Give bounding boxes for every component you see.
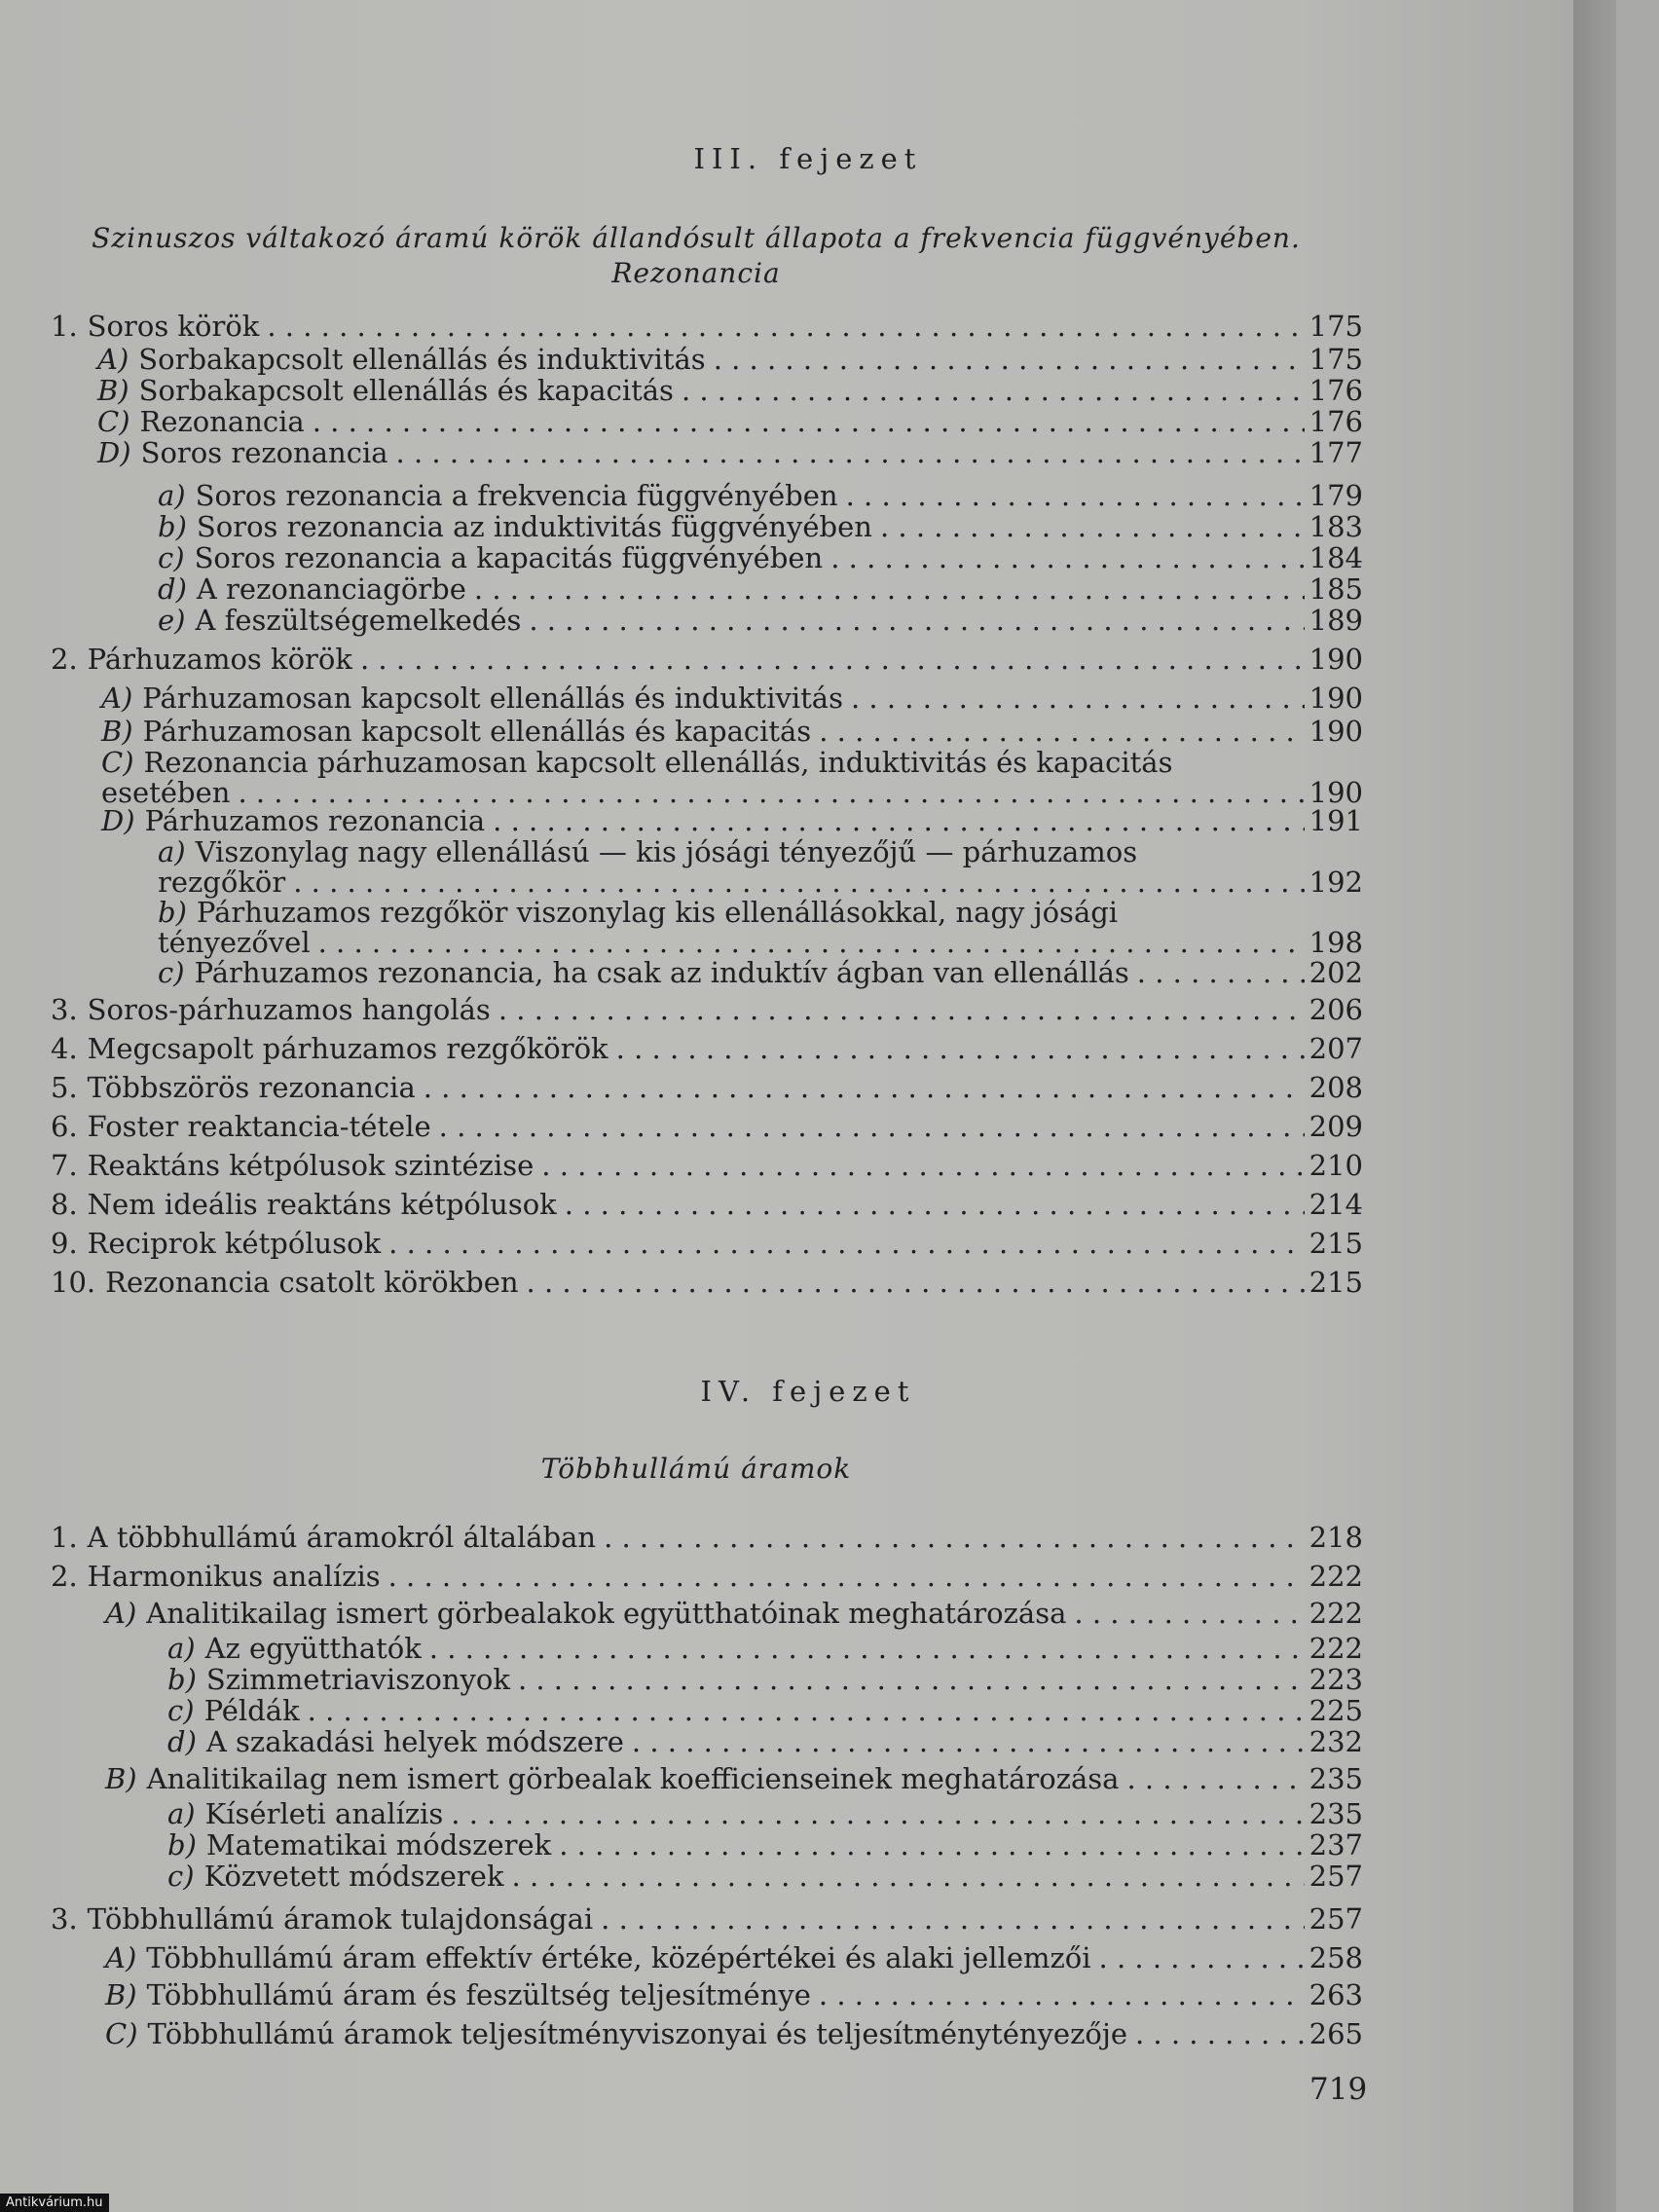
ch4-entry-page: 222 — [1309, 1560, 1363, 1593]
ch3-entry-title-cont: rezgőkör — [158, 866, 286, 899]
leader-dots — [510, 1663, 1305, 1696]
ch3-entry-page: 198 — [1309, 926, 1363, 959]
ch4-entry-number: 1. — [51, 1521, 78, 1554]
ch4-entry-number: B) — [105, 1978, 137, 2011]
ch3-entry-page: 206 — [1309, 993, 1363, 1026]
ch4-entry-title: Közvetett módszerek — [203, 1860, 504, 1893]
leader-dots — [491, 993, 1305, 1026]
leader-dots — [823, 541, 1305, 574]
ch4-entry-number: C) — [105, 2017, 138, 2050]
ch3-entry-number: b) — [158, 510, 187, 543]
ch3-entry-page: 207 — [1309, 1032, 1363, 1065]
ch3-entry-number: 10. — [51, 1266, 96, 1299]
chapter-3-heading: III. fejezet — [693, 142, 923, 175]
ch3-entry-title: Párhuzamos körök — [87, 643, 352, 676]
ch3-entry-page: 191 — [1309, 804, 1363, 837]
ch3-entry-page: 175 — [1309, 310, 1363, 343]
ch3-entry — [101, 715, 1363, 748]
leader-dots — [1119, 1762, 1305, 1795]
ch4-entry-page: 225 — [1309, 1694, 1363, 1727]
ch4-entry — [167, 1694, 1363, 1727]
ch3-entry — [51, 1188, 1363, 1221]
ch3-entry-title: Soros rezonancia az induktivitás függvényében — [196, 510, 872, 543]
ch3-entry-page: 177 — [1309, 436, 1363, 469]
ch3-entry-page: 208 — [1309, 1071, 1363, 1104]
ch4-entry-number: 3. — [51, 1902, 78, 1936]
ch3-entry-title: Reaktáns kétpólusok szintézise — [87, 1149, 535, 1182]
ch4-entry-title: Többhullámú áramok teljesítményviszonyai és teljesítménytényezője — [147, 2017, 1127, 2050]
ch3-entry-title: Párhuzamos rezgőkör viszonylag kis ellenállásokkal, nagy jósági — [196, 896, 1119, 929]
ch4-entry-number: d) — [167, 1725, 197, 1758]
ch3-entry-page: 190 — [1309, 715, 1363, 748]
ch3-entry-page: 215 — [1309, 1227, 1363, 1260]
ch4-entry-number: A) — [105, 1597, 137, 1630]
ch3-entry-page: 175 — [1309, 343, 1363, 376]
ch3-entry-number: 1. — [51, 310, 78, 343]
ch4-entry-number: a) — [167, 1632, 196, 1665]
leader-dots — [431, 1110, 1305, 1143]
page-number: 719 — [1309, 2072, 1368, 2107]
leader-dots — [838, 479, 1305, 512]
ch3-entry-title: Reciprok kétpólusok — [87, 1227, 382, 1260]
leader-dots — [593, 1902, 1305, 1936]
leader-dots — [311, 926, 1305, 959]
ch3-entry-title: Rezonancia — [139, 405, 305, 438]
ch3-entry — [51, 1032, 1363, 1065]
ch3-entry-number: D) — [97, 436, 131, 469]
leader-dots — [706, 343, 1305, 376]
leader-dots — [1066, 1597, 1305, 1630]
ch3-entry-title: A feszültségemelkedés — [195, 604, 522, 637]
ch3-entry-number: A) — [97, 343, 129, 376]
leader-dots — [443, 1797, 1305, 1830]
leader-dots — [381, 1560, 1305, 1593]
leader-dots — [381, 1227, 1305, 1260]
chapter-4-subtitle: Többhullámú áramok — [540, 1453, 852, 1485]
ch3-entry-page: 183 — [1309, 510, 1363, 543]
ch3-entry — [158, 956, 1363, 989]
ch3-entry — [51, 1227, 1363, 1260]
ch3-entry-title-cont: esetében — [101, 776, 231, 809]
ch3-entry — [51, 643, 1363, 676]
leader-dots — [519, 1266, 1305, 1299]
ch3-entry-title: Viszonylag nagy ellenállású — kis jósági tényezőjű — párhuzamos — [195, 835, 1138, 868]
ch4-entry-page: 257 — [1309, 1860, 1363, 1893]
ch4-entry-number: c) — [167, 1694, 195, 1727]
ch4-entry-page: 222 — [1309, 1632, 1363, 1665]
ch3-entry-title: Sorbakapcsolt ellenállás és induktivitás — [138, 343, 706, 376]
ch3-entry-page: 202 — [1309, 956, 1363, 989]
ch3-entry — [51, 993, 1363, 1026]
ch4-entry-title: Kísérleti analízis — [204, 1797, 444, 1830]
ch3-entry-page: 184 — [1309, 541, 1363, 574]
chapter-3-subtitle-line2: Rezonancia — [611, 257, 781, 289]
ch3-entry-number: e) — [158, 604, 186, 637]
ch3-entry-page: 189 — [1309, 604, 1363, 637]
ch4-entry-page: 265 — [1309, 2017, 1363, 2050]
ch4-entry — [51, 1521, 1363, 1554]
ch4-entry — [167, 1797, 1363, 1830]
ch4-entry-page: 235 — [1309, 1797, 1363, 1830]
ch3-entry-page: 179 — [1309, 479, 1363, 512]
ch3-entry — [158, 835, 1363, 868]
ch3-entry — [97, 436, 1363, 469]
ch4-entry-title: Az együtthatók — [204, 1632, 422, 1665]
ch4-entry — [167, 1663, 1363, 1696]
leader-dots — [485, 804, 1305, 837]
leader-dots — [843, 682, 1305, 715]
ch3-entry — [158, 572, 1363, 606]
leader-dots — [285, 866, 1305, 899]
ch3-entry — [101, 804, 1363, 837]
ch4-entry-number: a) — [167, 1797, 196, 1830]
ch3-entry — [51, 1110, 1363, 1143]
ch3-entry-title: Többszörös rezonancia — [87, 1071, 416, 1104]
leader-dots — [608, 1032, 1305, 1065]
ch4-entry — [167, 1860, 1363, 1893]
ch3-entry-page: 176 — [1309, 405, 1363, 438]
ch4-entry-title: Többhullámú áram és feszültség teljesítménye — [146, 1978, 811, 2011]
ch3-entry-title: Párhuzamos rezonancia, ha csak az induktív ágban van ellenállás — [194, 956, 1129, 989]
ch3-entry-number: A) — [101, 682, 133, 715]
ch4-entry-number: A) — [105, 1941, 137, 1974]
leader-dots — [300, 1694, 1305, 1727]
ch4-entry-title: Példák — [203, 1694, 300, 1727]
ch4-entry-page: 263 — [1309, 1978, 1363, 2011]
chapter-4-heading: IV. fejezet — [700, 1375, 916, 1408]
ch4-entry — [51, 1560, 1363, 1593]
ch3-entry-title: Párhuzamosan kapcsolt ellenállás és kapacitás — [142, 715, 812, 748]
ch3-entry-page: 214 — [1309, 1188, 1363, 1221]
watermark: Antikvárium.hu — [0, 2194, 109, 2212]
leader-dots — [534, 1149, 1305, 1182]
ch4-entry-title: Többhullámú áramok tulajdonságai — [87, 1902, 594, 1936]
ch3-entry-number: B) — [101, 715, 133, 748]
leader-dots — [674, 374, 1305, 407]
leader-dots — [811, 715, 1305, 748]
leader-dots — [352, 643, 1305, 676]
ch4-entry-title: Többhullámú áram effektív értéke, középértékei és alaki jellemzői — [146, 1941, 1091, 1974]
ch4-entry-page: 232 — [1309, 1725, 1363, 1758]
leader-dots — [521, 604, 1305, 637]
ch3-entry-page: 209 — [1309, 1110, 1363, 1143]
ch4-entry-number: b) — [167, 1828, 197, 1862]
ch4-entry — [167, 1725, 1363, 1758]
ch3-entry-title: Párhuzamos rezonancia — [144, 804, 486, 837]
ch4-entry-page: 235 — [1309, 1762, 1363, 1795]
ch3-entry-page: 190 — [1309, 643, 1363, 676]
ch3-entry-number: 3. — [51, 993, 78, 1026]
ch3-entry-title: Párhuzamosan kapcsolt ellenállás és induktivitás — [142, 682, 843, 715]
ch4-entry-title: Harmonikus analízis — [87, 1560, 381, 1593]
leader-dots — [551, 1828, 1305, 1862]
ch4-entry-title: Matematikai módszerek — [205, 1828, 552, 1862]
ch3-entry-number: 4. — [51, 1032, 78, 1065]
ch3-entry-page: 185 — [1309, 572, 1363, 606]
leader-dots — [388, 436, 1305, 469]
ch4-entry-page: 237 — [1309, 1828, 1363, 1862]
ch4-entry — [105, 1978, 1363, 2011]
leader-dots — [259, 310, 1305, 343]
ch3-entry-continuation — [158, 926, 1363, 959]
ch4-entry — [105, 1941, 1363, 1974]
ch3-entry-title: Rezonancia csatolt körökben — [105, 1266, 519, 1299]
ch3-entry-page: 190 — [1309, 682, 1363, 715]
ch3-entry-number: C) — [101, 746, 134, 779]
ch4-entry — [51, 1902, 1363, 1936]
ch4-entry — [105, 1762, 1363, 1795]
leader-dots — [504, 1860, 1305, 1893]
ch3-entry-number: b) — [158, 896, 187, 929]
ch4-entry-title: Szimmetriaviszonyok — [205, 1663, 510, 1696]
ch4-entry-number: b) — [167, 1663, 197, 1696]
leader-dots — [422, 1632, 1305, 1665]
ch4-entry-number: B) — [105, 1762, 137, 1795]
ch4-entry-title: A többhullámú áramokról általában — [87, 1521, 597, 1554]
ch3-entry — [158, 604, 1363, 637]
ch3-entry-number: C) — [97, 405, 130, 438]
leader-dots — [305, 405, 1305, 438]
ch3-entry — [97, 343, 1363, 376]
ch3-entry-title: Foster reaktancia-tétele — [87, 1110, 431, 1143]
ch3-entry — [51, 310, 1363, 343]
ch3-entry-number: d) — [158, 572, 187, 606]
ch3-entry-title: Soros rezonancia a kapacitás függvényében — [194, 541, 824, 574]
ch3-entry-number: a) — [158, 479, 186, 512]
ch4-entry-page: 258 — [1309, 1941, 1363, 1974]
ch3-entry — [97, 405, 1363, 438]
ch3-entry-title: Sorbakapcsolt ellenállás és kapacitás — [138, 374, 674, 407]
ch4-entry-page: 257 — [1309, 1902, 1363, 1936]
ch3-entry-page: 176 — [1309, 374, 1363, 407]
leader-dots — [624, 1725, 1305, 1758]
ch3-entry-continuation — [158, 866, 1363, 899]
ch3-entry — [51, 1149, 1363, 1182]
ch3-entry-title: Soros-párhuzamos hangolás — [87, 993, 491, 1026]
ch3-entry-title: Soros körök — [87, 310, 260, 343]
ch3-entry — [51, 1266, 1363, 1299]
chapter-3-subtitle-line1: Szinuszos váltakozó áramú körök állandósult állapota a frekvencia függvényében. — [92, 222, 1301, 254]
leader-dots — [1129, 956, 1305, 989]
ch3-entry-number: 8. — [51, 1188, 78, 1221]
ch3-entry-title-cont: tényezővel — [158, 926, 311, 959]
ch3-entry-page: 192 — [1309, 866, 1363, 899]
ch3-entry-page: 215 — [1309, 1266, 1363, 1299]
ch4-entry — [167, 1632, 1363, 1665]
leader-dots — [557, 1188, 1305, 1221]
ch4-entry-page: 223 — [1309, 1663, 1363, 1696]
ch3-entry-number: 6. — [51, 1110, 78, 1143]
ch4-entry-title: Analitikailag ismert görbealakok együtthatóinak meghatározása — [146, 1597, 1067, 1630]
ch4-entry-page: 222 — [1309, 1597, 1363, 1630]
ch3-entry-title: Nem ideális reaktáns kétpólusok — [87, 1188, 557, 1221]
ch3-entry-number: c) — [158, 956, 185, 989]
ch3-entry — [101, 682, 1363, 715]
ch3-entry-number: 7. — [51, 1149, 78, 1182]
ch4-entry — [105, 2017, 1363, 2050]
ch3-entry — [158, 896, 1363, 929]
ch4-entry-title: A szakadási helyek módszere — [205, 1725, 624, 1758]
page-edge — [1573, 0, 1616, 2212]
ch4-entry-title: Analitikailag nem ismert görbealak koefficienseinek meghatározása — [146, 1762, 1120, 1795]
ch3-entry-title: Soros rezonancia — [140, 436, 388, 469]
ch3-entry-number: a) — [158, 835, 186, 868]
ch4-entry-number: 2. — [51, 1560, 78, 1593]
ch3-entry-title: Rezonancia párhuzamosan kapcsolt ellenállás, induktivitás és kapacitás — [143, 746, 1173, 779]
leader-dots — [466, 572, 1305, 606]
ch3-entry-number: c) — [158, 541, 185, 574]
ch3-entry — [101, 746, 1363, 779]
leader-dots — [1127, 2017, 1305, 2050]
ch3-entry-title: Megcsapolt párhuzamos rezgőkörök — [87, 1032, 608, 1065]
ch3-entry — [97, 374, 1363, 407]
ch4-entry-number: c) — [167, 1860, 195, 1893]
leader-dots — [1091, 1941, 1305, 1974]
ch3-entry — [158, 510, 1363, 543]
ch3-entry-number: 5. — [51, 1071, 78, 1104]
leader-dots — [416, 1071, 1305, 1104]
ch3-entry-number: 9. — [51, 1227, 78, 1260]
ch3-entry — [51, 1071, 1363, 1104]
ch3-entry-page: 210 — [1309, 1149, 1363, 1182]
ch3-entry-title: Soros rezonancia a frekvencia függvényében — [195, 479, 838, 512]
ch4-entry — [167, 1828, 1363, 1862]
leader-dots — [596, 1521, 1305, 1554]
ch4-entry — [105, 1597, 1363, 1630]
leader-dots — [872, 510, 1305, 543]
ch3-entry-page: 190 — [1309, 776, 1363, 809]
ch4-entry-page: 218 — [1309, 1521, 1363, 1554]
ch3-entry-title: A rezonanciagörbe — [196, 572, 466, 606]
ch3-entry — [158, 541, 1363, 574]
ch3-entry-number: D) — [101, 804, 135, 837]
ch3-entry-number: B) — [97, 374, 129, 407]
ch3-entry — [158, 479, 1363, 512]
ch3-entry-number: 2. — [51, 643, 78, 676]
leader-dots — [811, 1978, 1305, 2011]
